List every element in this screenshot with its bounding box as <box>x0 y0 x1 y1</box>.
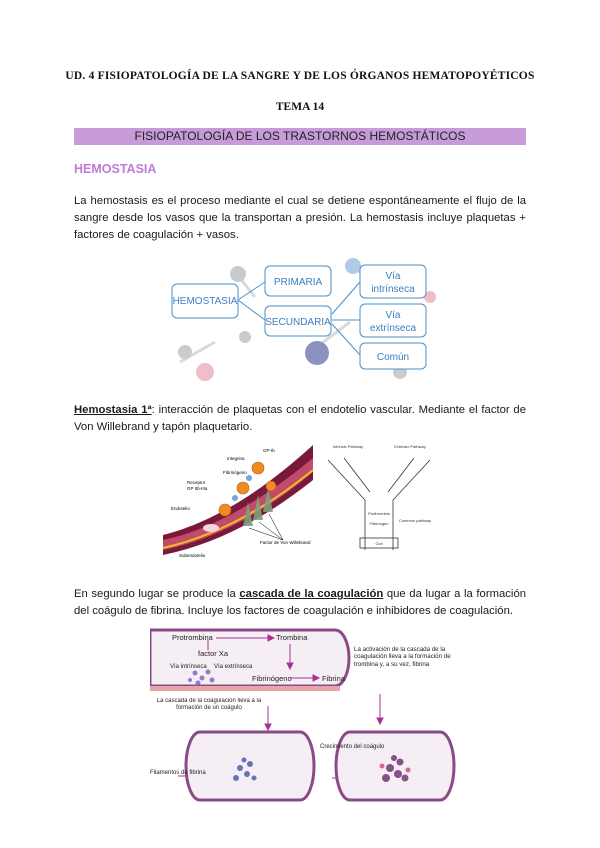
label-clot: Clot <box>375 541 383 546</box>
primaria-label: PRIMARIA <box>273 277 323 288</box>
label-trombina: Trombina <box>276 633 308 642</box>
cascade-result-note: La cascada de la coagulación lleva a la formación de un coágulo <box>156 698 262 711</box>
label-factor-xa: factor Xa <box>198 649 229 658</box>
secundaria-label: SECUNDARIA <box>265 317 331 328</box>
tema-title: TEMA 14 <box>275 101 325 113</box>
hemostasia-concept-map <box>160 252 445 387</box>
label-gp: GP-Ib <box>263 448 275 453</box>
label-receptor: Receptor <box>187 480 206 485</box>
label-filamentos: Filamentos de fibrina <box>150 770 206 776</box>
label-prothrombin: Prothrombin <box>368 511 390 516</box>
label-fibrinogen: Fibrinogen <box>369 521 389 526</box>
label-crecimiento: Crecimiento del coágulo <box>320 744 385 750</box>
via-extrinseca-label-2: extrínseca <box>369 323 417 334</box>
label-common: Common pathway <box>398 518 432 523</box>
via-extrinseca-label-1: Vía <box>385 310 401 321</box>
cascade-term: cascada de la coagulación <box>239 588 384 600</box>
section-heading: HEMOSTASIA <box>74 162 157 176</box>
comun-label: Común <box>376 352 410 363</box>
root-label: HEMOSTASIA <box>172 296 238 307</box>
primary-hemostasis-text: : interacción de plaquetas con el endotelio vascular. Mediante el factor de Von Willebrand y tapón plaquetario. <box>74 404 526 434</box>
label-fibrinogeno: Fibrinógeno <box>252 674 292 683</box>
label-endotelio: Endotelio <box>171 506 190 511</box>
label-vwf: Factor de Von Willebrand <box>260 540 311 545</box>
primary-hemostasis-term: Hemostasia 1ª <box>74 404 152 416</box>
label-fibrinogeno: Fibrinógeno <box>223 470 247 475</box>
label-fibrina: Fibrina <box>322 674 345 683</box>
label-integrina: Integrina <box>227 456 245 461</box>
unit-title: UD. 4 FISIOPATOLOGÍA DE LA SANGRE Y DE LOS ÓRGANOS HEMATOPOYÉTICOS <box>65 70 535 82</box>
label-gpiib: GP IIb-IIIa <box>187 486 208 491</box>
via-intrinseca-label-1: Vía <box>385 271 401 282</box>
platelet-adhesion-figure <box>163 440 313 558</box>
coagulation-cascade-figure <box>150 628 460 804</box>
label-via-intr: Vía intrínseca <box>170 664 207 670</box>
label-protrombina: Protrombina <box>172 633 213 642</box>
label-intrinsic: Intrinsic Pathway <box>332 444 364 449</box>
coagulation-pathways-figure <box>320 440 438 558</box>
label-subendotelio: Subendotelio <box>179 553 206 558</box>
cascade-text-before: En segundo lugar se produce la <box>74 588 240 600</box>
cascade-activation-note: La activación de la cascada de la coagulación lleva a la formación de trombina y, a su vez, fibrina <box>354 646 451 668</box>
primary-hemostasis-paragraph <box>74 402 526 436</box>
chapter-banner: FISIOPATOLOGÍA DE LOS TRASTORNOS HEMOSTÁTICOS <box>74 128 526 145</box>
label-extrinsic: Extrinsic Pathway <box>394 444 426 449</box>
label-via-extr: Vía extrínseca <box>214 664 253 670</box>
cascade-text-after: que da lugar a la formación del coágulo de fibrina. Incluye los factores de coagulación e inhibidores de coagulación. <box>74 588 527 618</box>
intro-paragraph: La hemostasis es el proceso mediante el cual se detiene espontáneamente el flujo de la sangre desde los vasos que la transportan a presión. La hemostasis incluye plaquetas + factores de coagulación + vasos. <box>74 195 526 242</box>
via-intrinseca-label-2: intrínseca <box>371 284 415 295</box>
cascade-paragraph <box>74 586 526 620</box>
